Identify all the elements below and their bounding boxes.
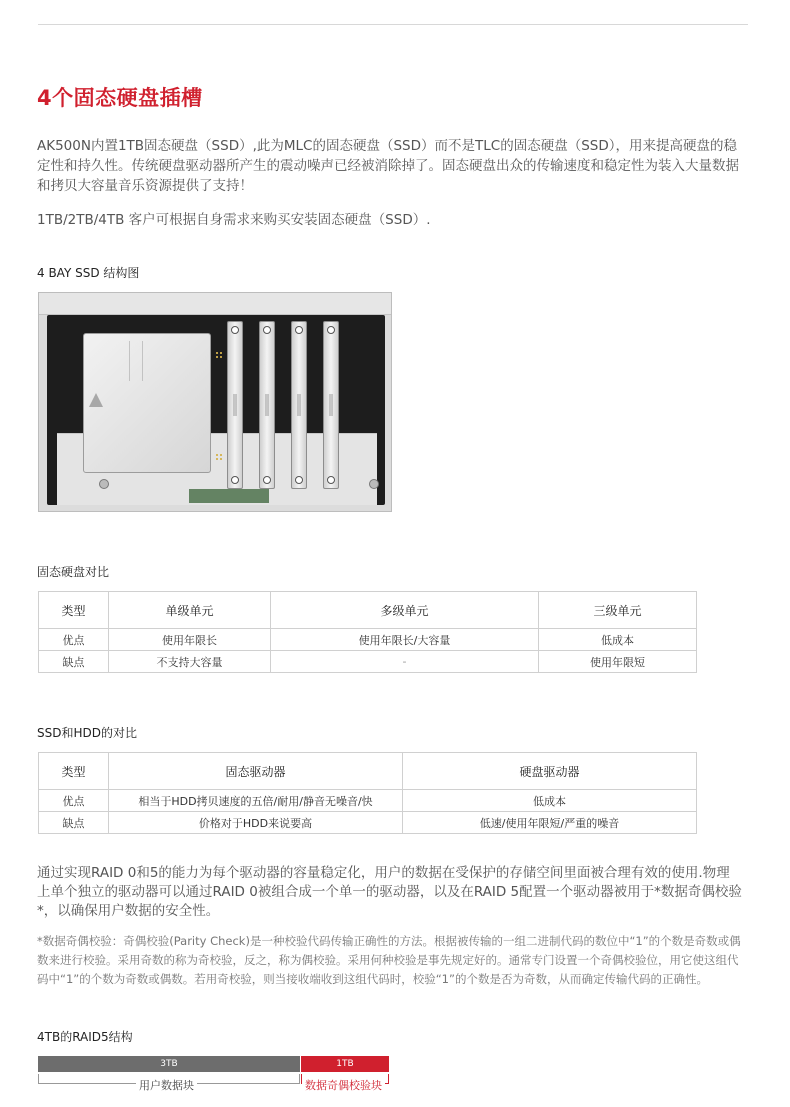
table-cell: 缺点 <box>39 812 109 834</box>
contact-pins-icon <box>215 351 223 359</box>
table-cell: 优点 <box>39 629 109 651</box>
top-divider <box>38 24 748 25</box>
table-cell: 价格对于HDD来说要高 <box>109 812 403 834</box>
table-cell: 低速/使用年限短/严重的噪音 <box>403 812 697 834</box>
screw-icon <box>295 476 303 484</box>
table-cell: 不支持大容量 <box>109 651 271 673</box>
header-cell: 类型 <box>39 592 109 629</box>
hdd-compare-title: SSD和HDD的对比 <box>37 726 137 740</box>
parity-label: 数据奇偶校验块 <box>302 1077 385 1093</box>
table-cell: 相当于HDD拷贝速度的五倍/耐用/静音无噪音/快 <box>109 790 403 812</box>
screw-icon <box>327 326 335 334</box>
ssd-slot <box>259 321 275 489</box>
ssd-slot <box>291 321 307 489</box>
table-cell: 低成本 <box>403 790 697 812</box>
user-data-label: 用户数据块 <box>136 1077 197 1093</box>
table-row <box>39 812 697 834</box>
screw-icon <box>263 476 271 484</box>
screw-icon <box>99 479 109 489</box>
intro-paragraph: AK500N内置1TB固态硬盘（SSD）,此为MLC的固态硬盘（SSD）而不是TLC的固态硬盘（SSD），用来提高硬盘的稳定性和持久性。传统硬盘驱动器所产生的震动噪声已经被消除掉了。固态硬盘出众的传输速度和稳定性为装入大量数据和拷贝大容量音乐资源提供了支持！ <box>37 138 739 194</box>
user-data-bar: 3TB <box>38 1056 300 1072</box>
header-cell: 三级单元 <box>539 592 697 629</box>
slot-label <box>233 394 237 416</box>
parity-bar: 1TB <box>301 1056 389 1072</box>
table-cell: 缺点 <box>39 651 109 673</box>
ssd-slot <box>323 321 339 489</box>
slot-label <box>297 394 301 416</box>
raid5-title: 4TB的RAID5结构 <box>37 1030 133 1044</box>
bay-diagram-title: 4 BAY SSD 结构图 <box>37 266 140 280</box>
ssd-compare-table <box>38 591 697 673</box>
table-cell: 使用年限长/大容量 <box>271 629 539 651</box>
ssd-label-icon <box>129 341 143 381</box>
screw-icon <box>327 476 335 484</box>
table-row <box>39 651 697 673</box>
ssd-slot <box>227 321 243 489</box>
chassis-frame <box>39 293 392 315</box>
screw-icon <box>369 479 379 489</box>
table-header-row <box>39 753 697 790</box>
circuit-board <box>189 489 269 503</box>
header-cell: 多级单元 <box>271 592 539 629</box>
header-cell: 单级单元 <box>109 592 271 629</box>
brand-logo-icon <box>89 393 103 407</box>
slot-label <box>329 394 333 416</box>
screw-icon <box>231 476 239 484</box>
raid-paragraph: 通过实现RAID 0和5的能力为每个驱动器的容量稳定化，用户的数据在受保护的存储空间里面被合理有效的使用.物理上单个独立的驱动器可以通过RAID 0被组合成一个单一的驱动器，以及在RAID 5配置一个驱动器被用于*数据奇偶校验*，以确保用户数据的安全性。 <box>37 865 742 919</box>
table-cell: - <box>271 651 539 673</box>
screw-icon <box>263 326 271 334</box>
table-row <box>39 629 697 651</box>
table-cell: 使用年限长 <box>109 629 271 651</box>
slot-label <box>265 394 269 416</box>
table-cell: 使用年限短 <box>539 651 697 673</box>
table-header-row <box>39 592 697 629</box>
ssd-bay-photo <box>38 292 392 512</box>
hdd-compare-table <box>38 752 697 834</box>
table-row <box>39 790 697 812</box>
ssd-compare-title: 固态硬盘对比 <box>37 565 110 579</box>
screw-icon <box>231 326 239 334</box>
header-cell: 硬盘驱动器 <box>403 753 697 790</box>
parity-footnote: *数据奇偶校验：奇偶校验(Parity Check)是一种校验代码传输正确性的方法。根据被传输的一组二进制代码的数位中“1”的个数是奇数或偶数来进行校验。采用奇数的称为奇校验，反之，称为偶校验。采用何种校验是事先规定好的。通常专门设置一个奇偶校验位，用它使这组代码中“1”的个数为奇数或偶数。若用奇校验，则当接收端收到这组代码时，校验“1”的个数是否为奇数，从而确定传输代码的正确性。 <box>37 934 741 986</box>
screw-icon <box>295 326 303 334</box>
section-heading: 4个固态硬盘插槽 <box>37 86 203 110</box>
header-cell: 固态驱动器 <box>109 753 403 790</box>
table-cell: 低成本 <box>539 629 697 651</box>
capacity-paragraph: 1TB/2TB/4TB 客户可根据自身需求来购买安装固态硬盘（SSD）. <box>37 212 431 228</box>
table-cell: 优点 <box>39 790 109 812</box>
header-cell: 类型 <box>39 753 109 790</box>
contact-pins-icon <box>215 453 223 461</box>
